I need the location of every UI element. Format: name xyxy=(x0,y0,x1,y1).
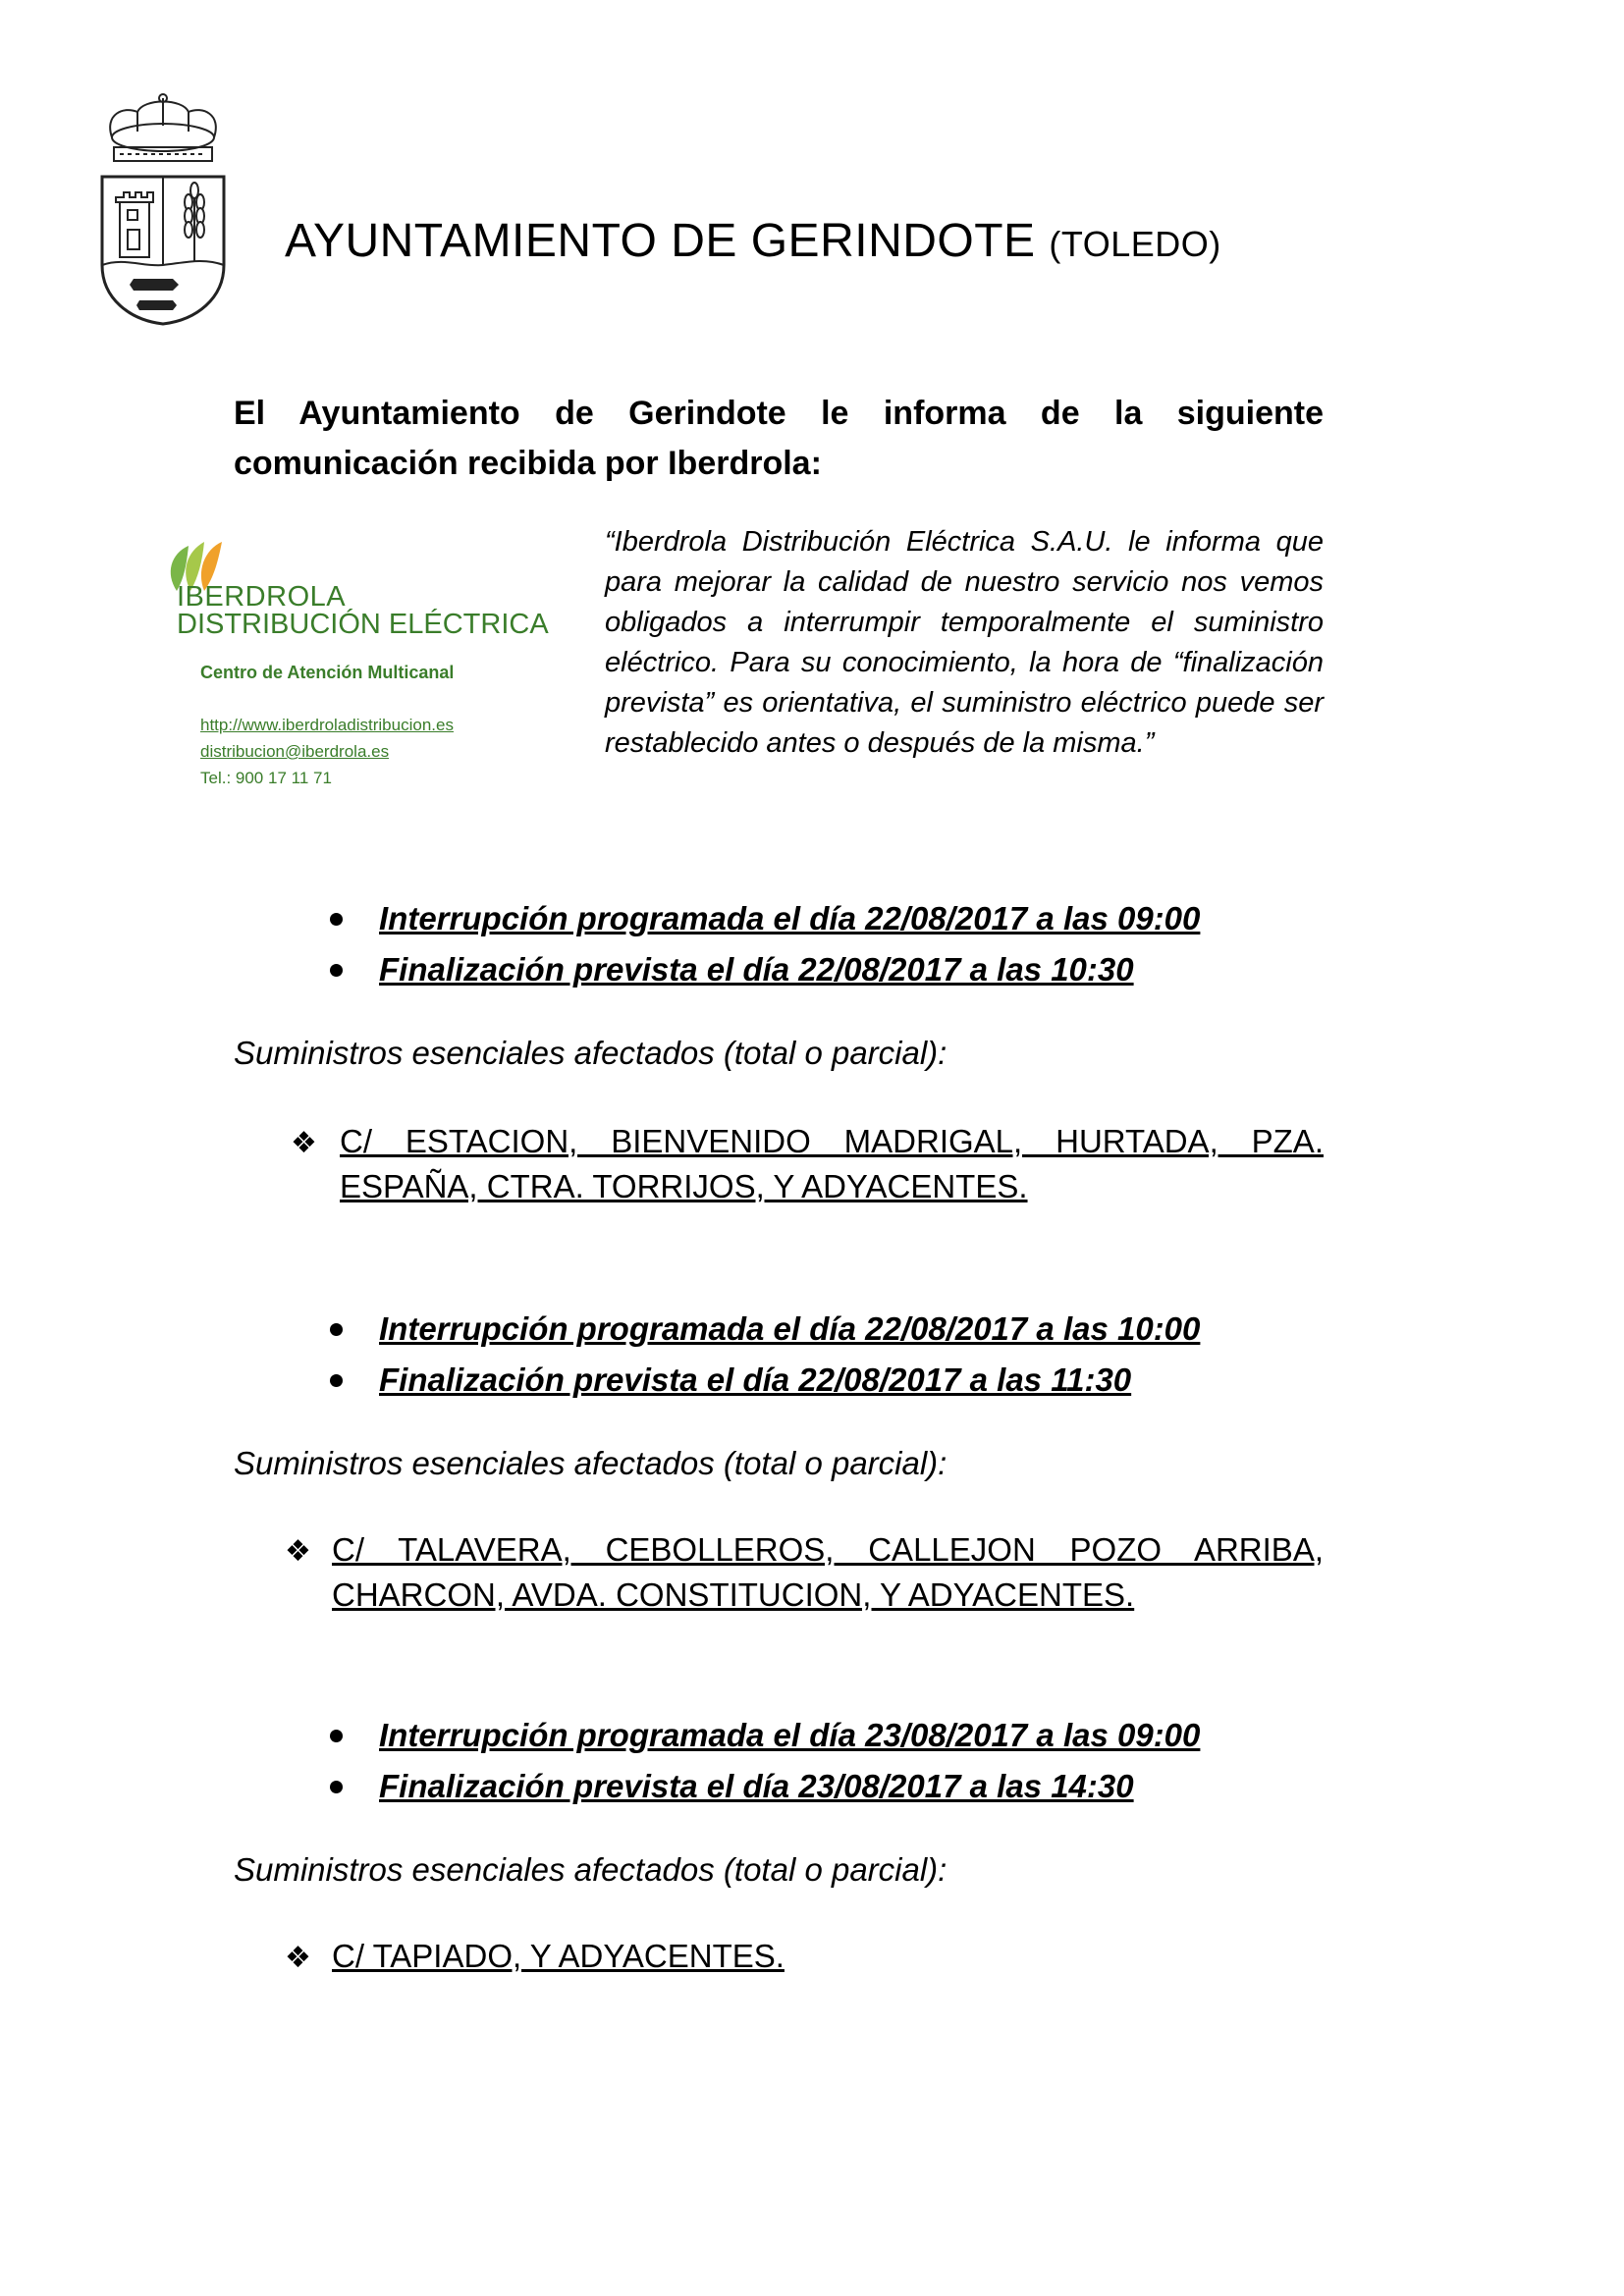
diamond-bullet-icon: ❖ xyxy=(285,1535,311,1568)
iberdrola-logo-line-1: IBERDROLA xyxy=(177,581,347,613)
streets-line-2: CHARCON, AVDA. CONSTITUCION, Y ADYACENTES. xyxy=(332,1576,1135,1613)
streets-line-1: C/ ESTACION, BIENVENIDO MADRIGAL, HURTADA, PZA. xyxy=(340,1123,1324,1159)
bullet-icon xyxy=(330,1730,343,1742)
end-item: Finalización prevista el día 22/08/2017 a las 11:30 xyxy=(332,1355,1200,1406)
phone-number: Tel.: 900 17 11 71 xyxy=(200,769,332,787)
affected-streets xyxy=(291,1119,1324,1217)
iberdrola-logo xyxy=(161,528,549,646)
supplies-label: Suministros esenciales afectados (total o parcial): xyxy=(234,1445,947,1481)
iberdrola-quote: “Iberdrola Distribución Eléctrica S.A.U. le informa que para mejorar la calidad de nuestro servicio nos vemos obligados a interrumpir temporalmente el suministro eléctrico. Para su conocimiento, la hora de “finalización prevista” es orientativa, el suministro eléctrico puede ser restablecido antes o después de la misma.” xyxy=(605,526,1324,759)
website-link[interactable]: http://www.iberdroladistribucion.es xyxy=(200,716,454,734)
diamond-bullet-icon: ❖ xyxy=(285,1942,311,1974)
coat-of-arms-icon xyxy=(94,92,232,328)
page-title-region: (TOLEDO) xyxy=(1049,224,1221,264)
affected-streets xyxy=(285,1934,972,1983)
interruption-item: Interrupción programada el día 22/08/2017 a las 10:00 xyxy=(332,1304,1200,1355)
intro-line-1: El Ayuntamiento de Gerindote le informa de la siguiente xyxy=(234,395,1324,432)
bullet-icon xyxy=(330,1781,343,1793)
streets-line-1: C/ TAPIADO, Y ADYACENTES. xyxy=(332,1938,785,1974)
end-item: Finalización prevista el día 23/08/2017 a las 14:30 xyxy=(332,1761,1200,1812)
page-title-main: AYUNTAMIENTO DE GERINDOTE xyxy=(285,215,1036,267)
intro-line-2: comunicación recibida por Iberdrola: xyxy=(234,445,822,482)
supplies-label: Suministros esenciales afectados (total o parcial): xyxy=(234,1035,947,1071)
iberdrola-logo-line-2: DISTRIBUCIÓN ELÉCTRICA xyxy=(177,609,549,640)
streets-line-1: C/ TALAVERA, CEBOLLEROS, CALLEJON POZO ARRIBA, xyxy=(332,1531,1324,1568)
bullet-icon xyxy=(330,913,343,926)
schedule-list xyxy=(332,893,1200,995)
affected-streets xyxy=(285,1527,1324,1626)
bullet-icon xyxy=(330,1323,343,1336)
contact-title: Centro de Atención Multicanal xyxy=(200,663,455,682)
streets-line-2: ESPAÑA, CTRA. TORRIJOS, Y ADYACENTES. xyxy=(340,1168,1028,1204)
intro-paragraph xyxy=(234,389,1324,489)
end-item: Finalización prevista el día 22/08/2017 a las 10:30 xyxy=(332,944,1200,995)
email-link[interactable]: distribucion@iberdrola.es xyxy=(200,742,390,761)
interruption-item: Interrupción programada el día 23/08/2017 a las 09:00 xyxy=(332,1710,1200,1761)
iberdrola-contact xyxy=(200,660,454,791)
page-title xyxy=(285,214,1221,268)
schedule-list xyxy=(332,1710,1200,1812)
bullet-icon xyxy=(330,964,343,977)
supplies-label: Suministros esenciales afectados (total o parcial): xyxy=(234,1851,947,1888)
interruption-item: Interrupción programada el día 22/08/2017 a las 09:00 xyxy=(332,893,1200,944)
schedule-list xyxy=(332,1304,1200,1406)
bullet-icon xyxy=(330,1374,343,1387)
diamond-bullet-icon: ❖ xyxy=(291,1127,317,1159)
